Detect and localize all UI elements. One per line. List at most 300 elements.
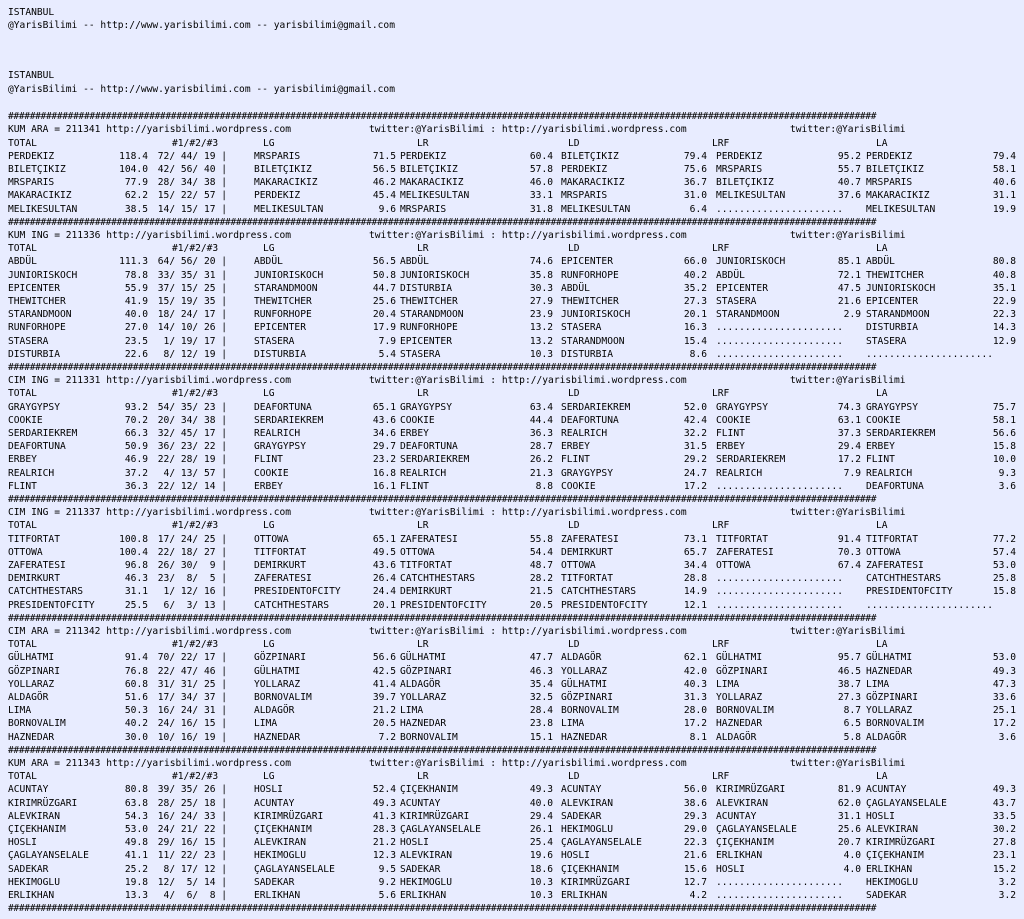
table-row <box>8 189 1024 202</box>
ld-score: 73.1 <box>683 533 707 545</box>
table-row <box>8 414 1024 427</box>
horse-name: ACUNTAY <box>8 784 49 796</box>
table-row <box>8 150 1024 163</box>
lrf-score: 37.3 <box>837 428 861 440</box>
horse-name: COOKIE <box>716 414 751 426</box>
horse-name: ERLIKHAN <box>866 863 913 875</box>
table-row <box>8 348 1024 361</box>
horse-name: ...................... <box>716 890 844 902</box>
horse-name: BORNOVALIM <box>254 692 312 704</box>
lg-score: 7.2 <box>378 731 396 743</box>
ld-score: 56.0 <box>683 784 707 796</box>
placings: 72/ 44/ 19 | <box>152 150 228 162</box>
horse-name: YOLLARAZ <box>561 665 608 677</box>
horse-name: GÖZPINARI <box>866 692 918 704</box>
horse-name: COOKIE <box>254 467 289 479</box>
ld-score: 24.7 <box>683 467 707 479</box>
lrf-score: 74.3 <box>837 401 861 413</box>
total-score: 76.8 <box>124 665 148 677</box>
total-score: 50.9 <box>124 441 148 453</box>
ld-score: 31.5 <box>683 441 707 453</box>
lg-score: 20.1 <box>372 599 396 611</box>
placings: 14/ 15/ 17 | <box>152 203 228 215</box>
section-title <box>8 757 1024 770</box>
horse-name: CATCHTHESTARS <box>254 599 330 611</box>
separator-line: ################################################################################################################################################################ <box>8 612 877 624</box>
lg-score: 23.2 <box>372 454 396 466</box>
horse-name: LIMA <box>8 705 32 717</box>
lg-score: 26.4 <box>372 573 396 585</box>
separator-line: ################################################################################################################################################################ <box>8 362 877 374</box>
lg-score: 17.9 <box>372 322 396 334</box>
lg-score: 9.5 <box>378 863 396 875</box>
horse-name: PRESIDENTOFCITY <box>866 586 953 598</box>
table-row <box>8 255 1024 268</box>
lg-score: 43.6 <box>372 414 396 426</box>
placings: 15/ 19/ 35 | <box>152 296 228 308</box>
twitter-handle: twitter:@YarisBilimi <box>790 507 906 519</box>
horse-name: DISTURBIA <box>254 348 306 360</box>
ld-score: 22.3 <box>683 837 707 849</box>
horse-name: ALDAGÖR <box>561 652 602 664</box>
table-row <box>8 453 1024 466</box>
lg-score: 49.3 <box>372 797 396 809</box>
horse-name: CATCHTHESTARS <box>561 586 637 598</box>
horse-name: GÜLHATMI <box>561 678 608 690</box>
horse-name: PERDEKIZ <box>8 150 55 162</box>
horse-name: SADEKAR <box>400 863 441 875</box>
horse-name: ÇAGLAYANSELALE <box>716 824 797 836</box>
table-row <box>8 546 1024 559</box>
horse-name: ERBEY <box>866 441 895 453</box>
horse-name: BILETÇIKIZ <box>866 164 924 176</box>
la-score: 12.9 <box>992 335 1016 347</box>
lg-score: 42.5 <box>372 665 396 677</box>
horse-name: ERLIKHAN <box>400 890 447 902</box>
horse-name: ALEVKIRAN <box>561 797 613 809</box>
column-header-row <box>8 770 1024 783</box>
table-row <box>8 863 1024 876</box>
lr-score: 60.4 <box>529 150 553 162</box>
horse-name: ...................... <box>716 203 844 215</box>
lr-score: 33.1 <box>529 190 553 202</box>
placings: 8/ 17/ 12 | <box>152 863 228 875</box>
ld-score: 29.2 <box>683 454 707 466</box>
col-header-lg: LG <box>263 388 275 400</box>
ld-score: 4.2 <box>689 890 707 902</box>
col-header-ld: LD <box>568 639 580 651</box>
horse-name: OTTOWA <box>254 533 289 545</box>
lg-score: 52.4 <box>372 784 396 796</box>
horse-name: HAZNEDAR <box>254 731 301 743</box>
la-score: 22.9 <box>992 296 1016 308</box>
horse-name: STARANDMOON <box>561 335 625 347</box>
section-title <box>8 229 1024 242</box>
lg-score: 7.9 <box>378 335 396 347</box>
table-row <box>8 269 1024 282</box>
ld-score: 34.4 <box>683 560 707 572</box>
horse-name: HEKIMOGLU <box>400 876 452 888</box>
horse-name: MRSPARIS <box>400 203 447 215</box>
placings: 4/ 13/ 57 | <box>152 467 228 479</box>
header-city: ISTANBUL <box>8 7 55 18</box>
table-row <box>8 665 1024 678</box>
header-contact: @YarisBilimi -- http://www.yarisbilimi.com -- yarisbilimi@gmail.com <box>8 83 395 95</box>
lg-score: 5.6 <box>378 890 396 902</box>
la-score: 56.6 <box>992 428 1016 440</box>
la-score: 3.2 <box>998 890 1016 902</box>
horse-name: YOLLARAZ <box>8 678 55 690</box>
lr-score: 23.9 <box>529 309 553 321</box>
horse-name: ALEVKIRAN <box>716 797 768 809</box>
placings: 20/ 34/ 38 | <box>152 414 228 426</box>
placings: 33/ 35/ 31 | <box>152 269 228 281</box>
table-row <box>8 783 1024 796</box>
horse-name: MELIKESULTAN <box>400 190 470 202</box>
horse-name: PRESIDENTOFCITY <box>400 599 487 611</box>
horse-name: ...................... <box>716 322 844 334</box>
horse-name: ALDAGÖR <box>716 731 757 743</box>
lr-score: 35.8 <box>529 269 553 281</box>
ld-score: 65.7 <box>683 546 707 558</box>
horse-name: BILETÇIKIZ <box>8 164 66 176</box>
total-score: 50.3 <box>124 705 148 717</box>
horse-name: ACUNTAY <box>716 810 757 822</box>
la-score: 19.9 <box>992 203 1016 215</box>
la-score: 49.3 <box>992 784 1016 796</box>
lr-score: 8.8 <box>535 480 553 492</box>
horse-name: REALRICH <box>866 467 913 479</box>
column-header-row <box>8 242 1024 255</box>
lrf-score: 4.0 <box>843 850 861 862</box>
horse-name: DEAFORTUNA <box>400 441 458 453</box>
horse-name: GÜLHATMI <box>400 652 447 664</box>
horse-name: HAZNEDAR <box>716 718 763 730</box>
lrf-score: 95.7 <box>837 652 861 664</box>
horse-name: ÇAGLAYANSELALE <box>561 837 642 849</box>
horse-name: ABDÜL <box>400 256 429 268</box>
lrf-score: 67.4 <box>837 560 861 572</box>
placings: 37/ 15/ 25 | <box>152 282 228 294</box>
horse-name: MRSPARIS <box>716 164 763 176</box>
la-score: 80.8 <box>992 256 1016 268</box>
twitter-handle: twitter:@YarisBilimi <box>790 124 906 136</box>
horse-name: DEAFORTUNA <box>8 441 66 453</box>
horse-name: GRAYGYPSY <box>400 401 452 413</box>
horse-name: KIRIMRÜZGARI <box>716 784 786 796</box>
lr-score: 19.6 <box>529 850 553 862</box>
col-header-lg: LG <box>263 243 275 255</box>
horse-name: MELIKESULTAN <box>866 203 936 215</box>
col-header-la: LA <box>876 520 888 532</box>
horse-name: SERDARIEKREM <box>254 414 324 426</box>
horse-name: PERDEKIZ <box>866 150 913 162</box>
ld-score: 42.4 <box>683 414 707 426</box>
horse-name: COOKIE <box>561 480 596 492</box>
lr-score: 74.6 <box>529 256 553 268</box>
ld-score: 31.3 <box>683 692 707 704</box>
horse-name: OTTOWA <box>400 546 435 558</box>
total-score: 104.0 <box>119 164 148 176</box>
horse-name: HEKIMOGLU <box>254 850 306 862</box>
horse-name: GÖZPINARI <box>254 652 306 664</box>
horse-name: BORNOVALIM <box>400 731 458 743</box>
horse-name: DEMIRKURT <box>400 586 452 598</box>
separator-line: ################################################################################################################################################################ <box>8 494 877 506</box>
ld-score: 31.0 <box>683 190 707 202</box>
ld-score: 52.0 <box>683 401 707 413</box>
placings: 17/ 34/ 37 | <box>152 692 228 704</box>
placings: 1/ 19/ 17 | <box>152 335 228 347</box>
horse-name: SADEKAR <box>561 810 602 822</box>
horse-name: EPICENTER <box>8 282 60 294</box>
total-score: 62.2 <box>124 190 148 202</box>
la-score: 17.2 <box>992 718 1016 730</box>
horse-name: ZAFERATESI <box>866 560 924 572</box>
lr-score: 10.3 <box>529 348 553 360</box>
lr-score: 46.0 <box>529 177 553 189</box>
twitter-handle: twitter:@YarisBilimi <box>790 230 906 242</box>
horse-name: OTTOWA <box>866 546 901 558</box>
col-header-la: LA <box>876 243 888 255</box>
ld-score: 17.2 <box>683 480 707 492</box>
race-title: KUM ARA = 211343 http://yarisbilimi.wordpress.com <box>8 758 292 770</box>
horse-name: ÇAGLAYANSELALE <box>254 863 335 875</box>
col-header-lrf: LRF <box>712 388 730 400</box>
lr-score: 30.3 <box>529 282 553 294</box>
horse-name: ...................... <box>716 335 844 347</box>
horse-name: HEKIMOGLU <box>561 824 613 836</box>
table-row <box>8 599 1024 612</box>
horse-name: MRSPARIS <box>561 190 608 202</box>
total-score: 40.2 <box>124 718 148 730</box>
horse-name: ZAFERATESI <box>254 573 312 585</box>
horse-name: ABDÜL <box>254 256 283 268</box>
total-score: 118.4 <box>119 150 148 162</box>
table-row <box>8 876 1024 889</box>
horse-name: MELIKESULTAN <box>254 203 324 215</box>
horse-name: GRAYGYPSY <box>8 401 60 413</box>
ld-score: 66.0 <box>683 256 707 268</box>
separator-line: ################################################################################################################################################################ <box>8 744 877 756</box>
col-header-lg: LG <box>263 137 275 149</box>
total-score: 25.5 <box>124 599 148 611</box>
lr-score: 55.8 <box>529 533 553 545</box>
separator-line: ################################################################################################################################################################ <box>8 111 877 123</box>
placings: 1/ 12/ 16 | <box>152 586 228 598</box>
horse-name: DISTURBIA <box>8 348 60 360</box>
horse-name: ERBEY <box>254 480 283 492</box>
horse-name: HOSLI <box>8 837 37 849</box>
lrf-score: 95.2 <box>837 150 861 162</box>
horse-name: BORNOVALIM <box>716 705 774 717</box>
lrf-score: 20.7 <box>837 837 861 849</box>
horse-name: MAKARACIKIZ <box>400 177 464 189</box>
horse-name: HAZNEDAR <box>8 731 55 743</box>
total-score: 40.0 <box>124 309 148 321</box>
horse-name: BORNOVALIM <box>8 718 66 730</box>
ld-score: 40.3 <box>683 678 707 690</box>
lr-score: 32.5 <box>529 692 553 704</box>
separator-line: ################################################################################################################################################################ <box>8 903 877 915</box>
horse-name: KIRIMRÜZGARI <box>400 810 470 822</box>
lg-score: 16.1 <box>372 480 396 492</box>
horse-name: THEWITCHER <box>400 296 458 308</box>
total-score: 36.3 <box>124 480 148 492</box>
la-score: 57.4 <box>992 546 1016 558</box>
horse-name: OTTOWA <box>716 560 751 572</box>
horse-name: HOSLI <box>716 863 745 875</box>
horse-name: BORNOVALIM <box>866 718 924 730</box>
col-header-ld: LD <box>568 388 580 400</box>
total-score: 13.3 <box>124 890 148 902</box>
col-header-ld: LD <box>568 771 580 783</box>
horse-name: STASERA <box>8 335 49 347</box>
horse-name: ABDÜL <box>866 256 895 268</box>
table-row <box>8 335 1024 348</box>
col-header-la: LA <box>876 137 888 149</box>
lg-score: 34.6 <box>372 428 396 440</box>
lg-score: 71.5 <box>372 150 396 162</box>
total-score: 70.2 <box>124 414 148 426</box>
horse-name: GÖZPINARI <box>561 692 613 704</box>
horse-name: MELIKESULTAN <box>8 203 78 215</box>
column-header-row <box>8 519 1024 532</box>
lrf-score: 81.9 <box>837 784 861 796</box>
lrf-score: 31.1 <box>837 810 861 822</box>
la-score: 53.0 <box>992 652 1016 664</box>
col-header-lrf: LRF <box>712 243 730 255</box>
placings: 70/ 22/ 17 | <box>152 652 228 664</box>
lg-score: 5.4 <box>378 348 396 360</box>
lr-score: 35.4 <box>529 678 553 690</box>
horse-name: GRAYGYPSY <box>561 467 613 479</box>
la-score: 9.3 <box>998 467 1016 479</box>
placings: 11/ 22/ 23 | <box>152 850 228 862</box>
lrf-score: 91.4 <box>837 533 861 545</box>
horse-name: GÜLHATMI <box>8 652 55 664</box>
horse-name: STASERA <box>400 348 441 360</box>
lrf-score: 5.8 <box>843 731 861 743</box>
total-score: 38.5 <box>124 203 148 215</box>
col-header-lr: LR <box>417 137 429 149</box>
column-header-row <box>8 137 1024 150</box>
placings: 14/ 10/ 26 | <box>152 322 228 334</box>
horse-name: SERDARIEKREM <box>8 428 78 440</box>
lg-score: 21.2 <box>372 705 396 717</box>
la-score: 23.1 <box>992 850 1016 862</box>
total-score: 46.9 <box>124 454 148 466</box>
horse-name: THEWITCHER <box>561 296 619 308</box>
twitter-handle: twitter:@YarisBilimi <box>790 758 906 770</box>
ld-score: 35.2 <box>683 282 707 294</box>
table-row <box>8 889 1024 902</box>
horse-name: HEKIMOGLU <box>866 876 918 888</box>
lrf-score: 55.7 <box>837 164 861 176</box>
placings: 4/ 6/ 8 | <box>152 890 228 902</box>
ld-score: 42.0 <box>683 665 707 677</box>
total-score: 91.4 <box>124 652 148 664</box>
horse-name: HOSLI <box>866 810 895 822</box>
total-score: 22.6 <box>124 348 148 360</box>
section-title <box>8 625 1024 638</box>
lrf-score: 85.1 <box>837 256 861 268</box>
lrf-score: 62.0 <box>837 797 861 809</box>
horse-name: DISTURBIA <box>400 282 452 294</box>
lg-score: 12.3 <box>372 850 396 862</box>
horse-name: DEAFORTUNA <box>866 480 924 492</box>
col-header-la: LA <box>876 388 888 400</box>
horse-name: HEKIMOGLU <box>8 876 60 888</box>
horse-name: RUNFORHOPE <box>561 269 619 281</box>
total-score: 100.4 <box>119 546 148 558</box>
lr-score: 10.3 <box>529 876 553 888</box>
col-header-lrf: LRF <box>712 639 730 651</box>
horse-name: GRAYGYPSY <box>254 441 306 453</box>
horse-name: GÜLHATMI <box>866 652 913 664</box>
table-row <box>8 678 1024 691</box>
horse-name: ABDÜL <box>561 282 590 294</box>
horse-name: ZAFERATESI <box>400 533 458 545</box>
lr-score: 27.9 <box>529 296 553 308</box>
horse-name: HOSLI <box>254 784 283 796</box>
horse-name: DEAFORTUNA <box>254 401 312 413</box>
horse-name: HAZNEDAR <box>561 731 608 743</box>
la-score: 3.6 <box>998 731 1016 743</box>
horse-name: THEWITCHER <box>8 296 66 308</box>
separator-line: ################################################################################################################################################################ <box>8 216 877 228</box>
race-title: CIM ARA = 211342 http://yarisbilimi.wordpress.com <box>8 626 292 638</box>
horse-name: EPICENTER <box>866 296 918 308</box>
horse-name: DEMIRKURT <box>8 573 60 585</box>
horse-name: STASERA <box>716 296 757 308</box>
horse-name: HAZNEDAR <box>866 665 913 677</box>
horse-name: JUNIORISKOCH <box>400 269 470 281</box>
placings: 29/ 16/ 15 | <box>152 837 228 849</box>
la-score: 3.2 <box>998 876 1016 888</box>
total-score: 60.8 <box>124 678 148 690</box>
horse-name: REALRICH <box>400 467 447 479</box>
horse-name: ALDAGÖR <box>254 705 295 717</box>
table-row <box>8 731 1024 744</box>
twitter-link: twitter:@YarisBilimi : http://yarisbilimi.wordpress.com <box>369 626 687 638</box>
placings: 42/ 56/ 40 | <box>152 164 228 176</box>
col-header-la: LA <box>876 639 888 651</box>
lg-score: 20.4 <box>372 309 396 321</box>
horse-name: ERLIKHAN <box>254 890 301 902</box>
horse-name: TITFORTAT <box>400 560 452 572</box>
ld-score: 14.9 <box>683 586 707 598</box>
horse-name: ACUNTAY <box>561 784 602 796</box>
section-title <box>8 123 1024 136</box>
lg-score: 20.5 <box>372 718 396 730</box>
placings: 18/ 24/ 17 | <box>152 309 228 321</box>
horse-name: ALDAGÖR <box>8 692 49 704</box>
lrf-score: 8.7 <box>843 705 861 717</box>
horse-name: STARANDMOON <box>254 282 318 294</box>
lrf-score: 17.2 <box>837 454 861 466</box>
horse-name: ERLIKHAN <box>561 890 608 902</box>
horse-name: FLINT <box>254 454 283 466</box>
horse-name: PRESIDENTOFCITY <box>8 599 95 611</box>
total-score: 37.2 <box>124 467 148 479</box>
table-row <box>8 572 1024 585</box>
horse-name: ZAFERATESI <box>561 533 619 545</box>
placings: 22/ 18/ 27 | <box>152 546 228 558</box>
horse-name: JUNIORISKOCH <box>254 269 324 281</box>
twitter-handle: twitter:@YarisBilimi <box>790 375 906 387</box>
col-header-ld: LD <box>568 137 580 149</box>
